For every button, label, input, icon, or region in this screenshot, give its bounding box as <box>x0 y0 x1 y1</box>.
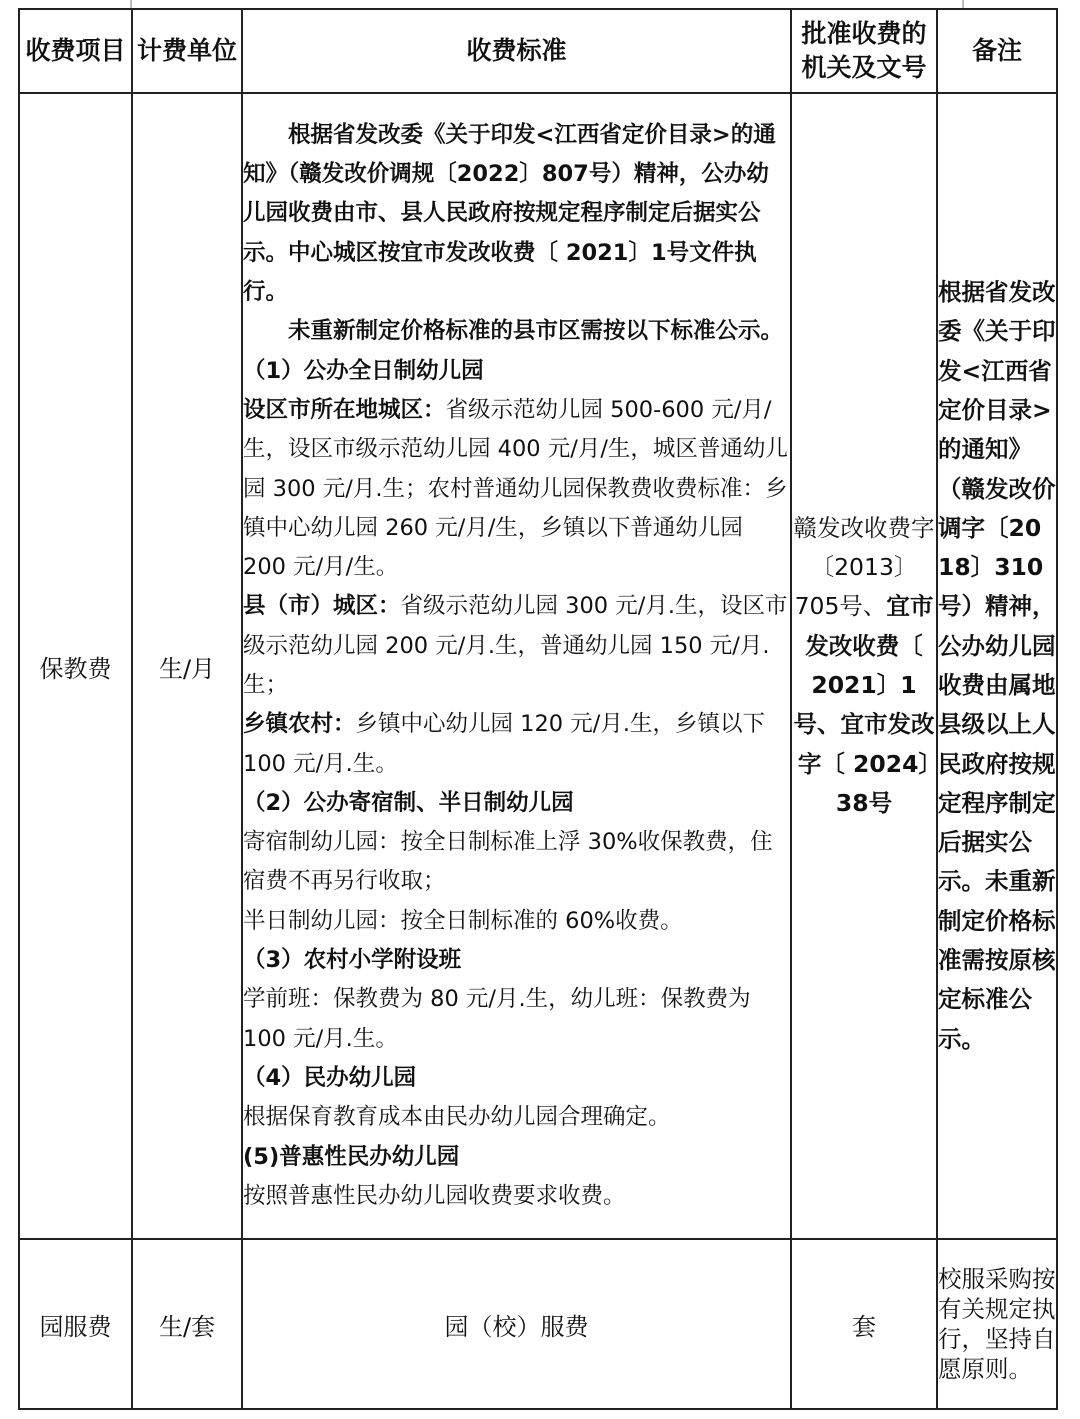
top-divider-right <box>962 0 964 8</box>
section-1-title: （1）公办全日制幼儿园 <box>243 357 484 384</box>
approval-doc-line-1: 赣发改收费字〔2013〕705号、 <box>793 513 935 621</box>
section-1-urban: 设区市所在地城区：省级示范幼儿园 500-600 元/月/生，设区市级示范幼儿园 400 元/月/生，城区普通幼儿园 300 元/月.生；农村普通幼儿园保教费收费标准：乡镇中心幼儿园 260 元/月/生，乡镇以下普通幼儿园 200 元/月/生。 <box>243 396 788 581</box>
standard-intro-2: 未重新制定价格标准的县市区需按以下标准公示。 <box>288 318 784 345</box>
section-5-text: 按照普惠性民办幼儿园收费要求收费。 <box>243 1182 626 1209</box>
header-fee-item: 收费项目 <box>19 9 132 93</box>
section-2-title: （2）公办寄宿制、半日制幼儿园 <box>243 789 574 816</box>
section-2-half-day: 半日制幼儿园：按全日制标准的 60%收费。 <box>243 907 683 934</box>
row1-fee-item: 保教费 <box>19 93 132 1239</box>
row2-remarks: 校服采购按有关规定执行，坚持自愿原则。 <box>937 1239 1057 1409</box>
header-fee-standard: 收费标准 <box>242 9 791 93</box>
row2-fee-item: 园服费 <box>19 1239 132 1409</box>
row1-unit: 生/月 <box>132 93 242 1239</box>
section-4-title: （4）民办幼儿园 <box>243 1064 417 1091</box>
row1-fee-standard <box>242 93 791 1239</box>
row1-approval-doc <box>791 93 937 1239</box>
section-2-boarding: 寄宿制幼儿园：按全日制标准上浮 30%收保教费，住宿费不再另行收取； <box>243 829 773 895</box>
row1-remarks: 根据省发改委《关于印发<江西省定价目录>的通知》（赣发改价调字〔2018〕310号）精神，公办幼儿园收费由属地县级以上人民政府按规定程序制定后据实公示。未重新制定价格标准需按原核定标准公示。 <box>937 93 1057 1239</box>
approval-doc-line-2: 宜市发改收费〔 2021〕1号、宜市发改字〔 2024〕38号 <box>793 592 935 817</box>
table-row <box>19 93 1057 1239</box>
section-5-title: (5)普惠性民办幼儿园 <box>243 1143 460 1170</box>
section-1-rural: 乡镇农村：乡镇中心幼儿园 120 元/月.生，乡镇以下 100 元/月.生。 <box>243 711 765 777</box>
standard-intro: 根据省发改委《关于印发<江西省定价目录>的通知》（赣发改价调规〔2022〕807号）精神，公办幼儿园收费由市、县人民政府按规定程序制定后据实公示。中心城区按宜市发改收费〔 2021〕1号文件执行。 <box>243 121 776 306</box>
fee-table <box>18 8 1058 1410</box>
header-remarks: 备注 <box>937 9 1057 93</box>
row2-fee-standard: 园（校）服费 <box>242 1239 791 1409</box>
section-1-county: 县（市）城区：省级示范幼儿园 300 元/月.生，设区市级示范幼儿园 200 元/月.生，普通幼儿园 150 元/月.生； <box>243 593 788 698</box>
section-3-text: 学前班：保教费为 80 元/月.生，幼儿班：保教费为 100 元/月.生。 <box>243 986 751 1052</box>
header-billing-unit: 计费单位 <box>132 9 242 93</box>
row2-unit: 生/套 <box>132 1239 242 1409</box>
header-approval-authority: 批准收费的机关及文号 <box>791 9 937 93</box>
table-header-row <box>19 9 1057 93</box>
top-divider-left <box>130 0 132 8</box>
row2-approval-doc: 套 <box>791 1239 937 1409</box>
section-3-title: （3）农村小学附设班 <box>243 947 462 974</box>
section-4-text: 根据保育教育成本由民办幼儿园合理确定。 <box>243 1104 671 1131</box>
table-row <box>19 1239 1057 1409</box>
